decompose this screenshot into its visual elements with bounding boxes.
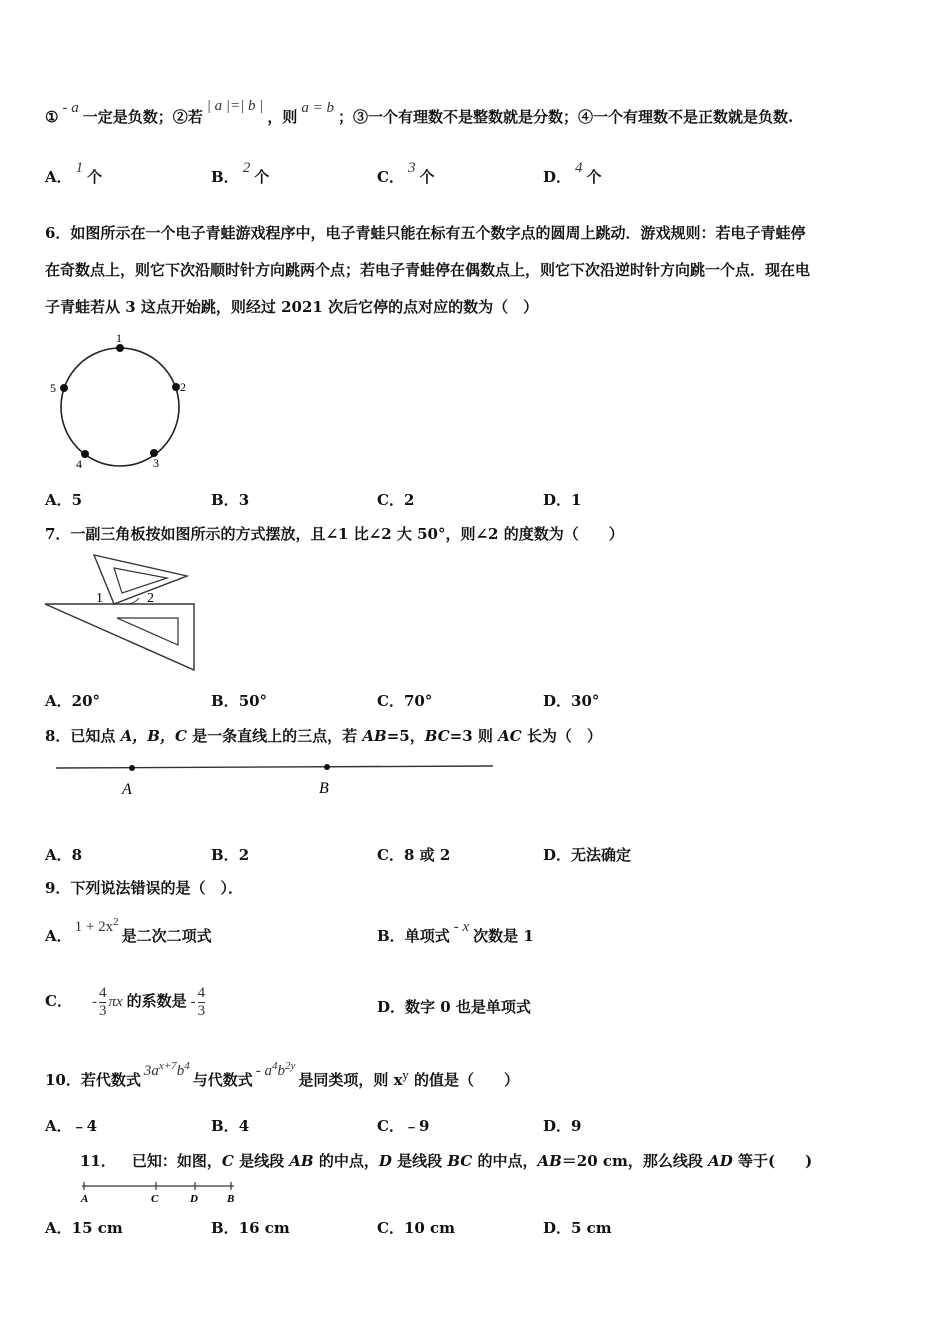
q6-point-2	[172, 383, 180, 391]
q6-label-4: 4	[76, 457, 82, 471]
q6-label-5: 5	[50, 381, 56, 395]
q5-option-b[interactable]: B． 2 个	[211, 160, 270, 186]
q11-segment-figure	[78, 1180, 240, 1206]
q11-label-a: A	[81, 1193, 89, 1205]
q5-option-c[interactable]: C． 3 个	[377, 160, 435, 186]
q8-stem: 8．已知点 A，B，C 是一条直线上的三点，若 AB=5，BC=3 则 AC 长为（ ）	[45, 727, 602, 745]
q8-option-d[interactable]: D．无法确定	[543, 846, 632, 864]
q6-point-4	[81, 450, 89, 458]
q6-label-2: 2	[180, 380, 186, 394]
q7-triangle-upper-outer	[94, 555, 187, 604]
q8-label-b: B	[319, 780, 329, 797]
q8-point-b	[324, 764, 330, 770]
q8-option-b[interactable]: B．2	[211, 846, 250, 864]
q11-label-c: C	[151, 1193, 159, 1205]
q6-label-1: 1	[116, 331, 122, 345]
q8-line-figure	[50, 758, 500, 800]
q9-c-fraction-2: $\frac{4}{3}$	[197, 984, 206, 1019]
q7-angle-label-2: 2	[147, 591, 154, 606]
q6-option-b[interactable]: B．3	[211, 491, 250, 509]
q11-stem: 11． 已知：如图，C 是线段 AB 的中点，D 是线段 BC 的中点，AB＝20 cm，那么线段 AD 等于( )	[80, 1152, 813, 1170]
q5-math-neg-a: - a	[62, 100, 79, 116]
q8-option-c[interactable]: C．8 或 2	[377, 846, 451, 864]
q7-option-d[interactable]: D．30°	[543, 692, 600, 710]
q6-circle	[61, 348, 179, 466]
q10-stem: 10．若代数式 $3a^{x+7}b^4$与代数式 - $a^4b^{2y}$是同类项，则 $x^y$ 的值是（ ）	[45, 1060, 519, 1089]
q6-label-3: 3	[153, 456, 159, 470]
q5-text-3: ；③一个有理数不是整数就是分数；④一个有理数不是正数就是负数.	[337, 108, 794, 126]
q7-option-c[interactable]: C．70°	[377, 692, 433, 710]
q6-option-a[interactable]: A．5	[45, 491, 83, 509]
q7-triangle-lower-outer	[45, 604, 194, 670]
q9-stem: 9．下列说法错误的是（ ）．	[45, 879, 243, 897]
q6-option-c[interactable]: C．2	[377, 491, 415, 509]
q11-option-c[interactable]: C．10 cm	[377, 1219, 456, 1237]
q7-triangle-figure	[44, 552, 200, 674]
q10-option-c[interactable]: C．﹣9	[377, 1117, 430, 1135]
q10-option-d[interactable]: D．9	[543, 1117, 582, 1135]
q5-option-a[interactable]: A． 1 个	[45, 160, 103, 186]
q10-option-b[interactable]: B．4	[211, 1117, 250, 1135]
q11-label-d: D	[190, 1193, 198, 1205]
q9-c-fraction-1: $\frac{4}{3}$	[98, 984, 107, 1019]
q8-line	[56, 766, 493, 768]
q6-stem-line3: 子青蛙若从 3 这点开始跳，则经过 2021 次后它停的点对应的数为（ ）	[45, 298, 539, 316]
q9-option-c[interactable]: C． - $\frac{4}{3}$ πx 的系数是 - $\frac{4}{3}$	[45, 984, 206, 1019]
q6-point-5	[60, 384, 68, 392]
q11-label-b: B	[227, 1193, 235, 1205]
q8-option-a[interactable]: A．8	[45, 846, 83, 864]
q8-point-a	[129, 765, 135, 771]
q6-circle-figure	[40, 328, 200, 476]
q6-point-1	[116, 344, 124, 352]
q5-text-2: ，则	[267, 108, 298, 126]
q5-math-abs: | a |=| b |	[206, 98, 264, 114]
q5-text-1: 一定是负数；②若	[82, 108, 203, 126]
q9-option-b[interactable]: B．单项式 - x 次数是 1	[377, 919, 534, 945]
q5-statement	[45, 98, 794, 127]
q5-math-a-eq-b: a = b	[301, 100, 334, 116]
q7-option-a[interactable]: A．20°	[45, 692, 101, 710]
q10-option-a[interactable]: A．﹣4	[45, 1117, 98, 1135]
q7-stem: 7．一副三角板按如图所示的方式摆放，且∠1 比∠2 大 50°，则∠2 的度数为（ ）	[45, 525, 624, 543]
q5-option-d[interactable]: D． 4 个	[543, 160, 602, 186]
q8-label-a: A	[122, 781, 132, 798]
q7-option-b[interactable]: B．50°	[211, 692, 268, 710]
q6-stem-line2: 在奇数点上，则它下次沿顺时针方向跳两个点；若电子青蛙停在偶数点上，则它下次沿逆时针方向跳一个点．现在电	[45, 261, 811, 279]
q7-triangle-upper-inner	[114, 568, 167, 593]
q11-option-a[interactable]: A．15 cm	[45, 1219, 123, 1237]
q9-option-a[interactable]: A． $1 + 2x^2$是二次二项式	[45, 916, 212, 945]
q5-circled-1: ①	[45, 108, 59, 126]
q11-option-d[interactable]: D．5 cm	[543, 1219, 612, 1237]
q11-option-b[interactable]: B．16 cm	[211, 1219, 290, 1237]
q7-angle-label-1: 1	[96, 591, 103, 606]
q7-triangle-lower-inner	[117, 618, 178, 645]
q6-stem-line1: 6．如图所示在一个电子青蛙游戏程序中，电子青蛙只能在标有五个数字点的圆周上跳动．游戏规则：若电子青蛙停	[45, 224, 806, 242]
q6-option-d[interactable]: D．1	[543, 491, 582, 509]
q9-option-d[interactable]: D．数字 0 也是单项式	[377, 998, 531, 1016]
